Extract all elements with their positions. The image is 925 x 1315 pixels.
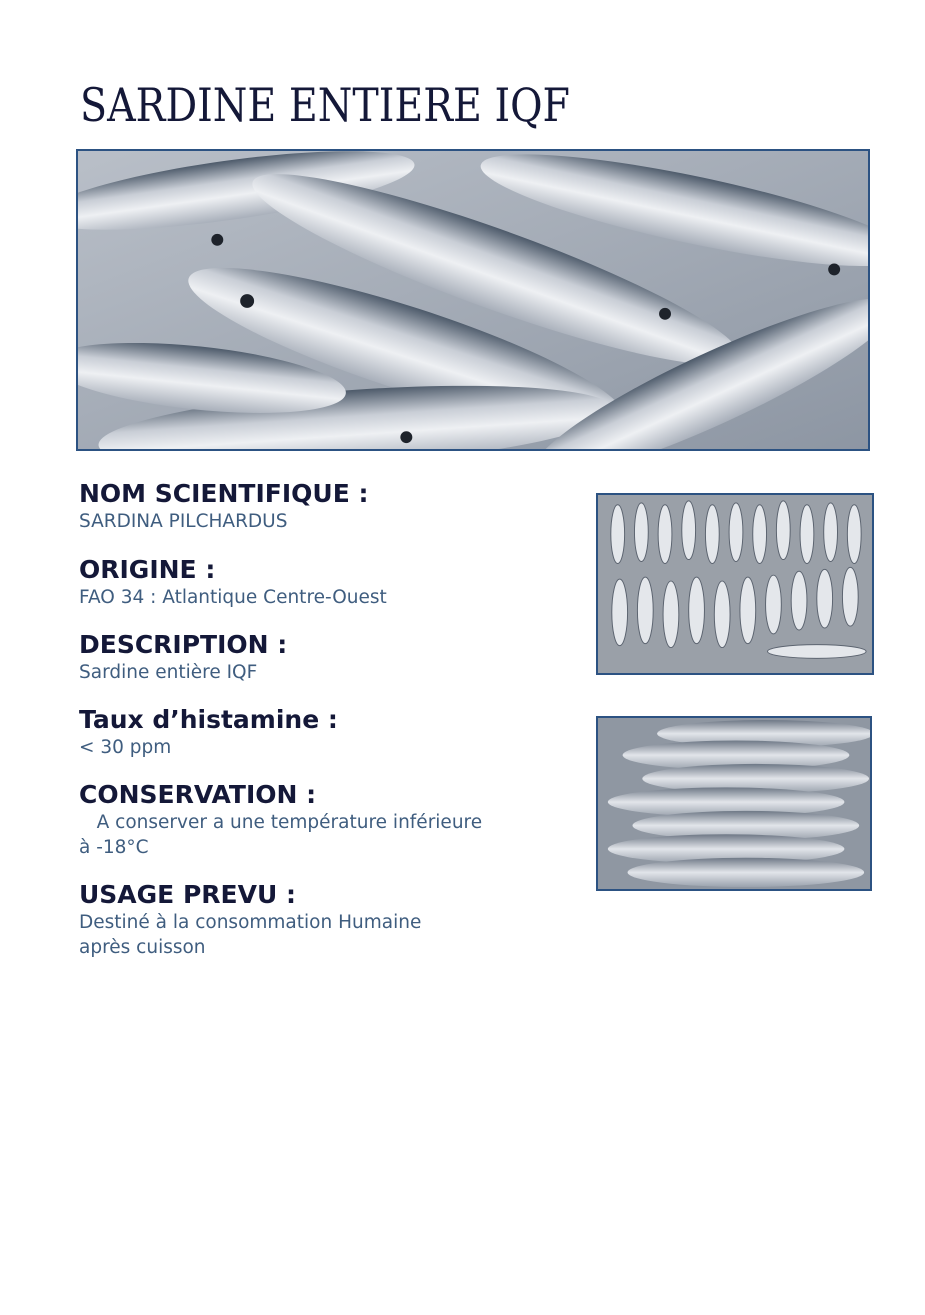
spec-value: Sardine entière IQF [79, 662, 258, 683]
spec-list [79, 479, 579, 960]
spec-label: CONSERVATION : [79, 780, 317, 809]
spec-value: SARDINA PILCHARDUS [79, 511, 288, 532]
page-title: SARDINE ENTIERE IQF [80, 78, 571, 132]
spec-description [79, 630, 579, 705]
spec-value: A conserver a une température inférieure [79, 812, 483, 833]
spec-conservation [79, 780, 579, 880]
spec-value: Destiné à la consommation Humaine [79, 912, 422, 933]
main-sardines-photo [76, 149, 870, 451]
spec-label: Taux d’histamine : [79, 705, 338, 734]
spec-label: ORIGINE : [79, 555, 216, 584]
spec-value: < 30 ppm [79, 737, 172, 758]
spec-value: à -18°C [79, 837, 149, 858]
spec-label: NOM SCIENTIFIQUE : [79, 479, 369, 508]
sardines-stack-photo [596, 716, 872, 891]
spec-label: USAGE PREVU : [79, 880, 296, 909]
spec-value: FAO 34 : Atlantique Centre-Ouest [79, 587, 387, 608]
spec-intended-use [79, 880, 579, 960]
spec-scientific-name [79, 479, 579, 555]
spec-label: DESCRIPTION : [79, 630, 288, 659]
sardines-tray-photo [596, 493, 874, 675]
spec-histamine [79, 705, 579, 780]
spec-origin [79, 555, 579, 630]
spec-value: après cuisson [79, 937, 206, 958]
